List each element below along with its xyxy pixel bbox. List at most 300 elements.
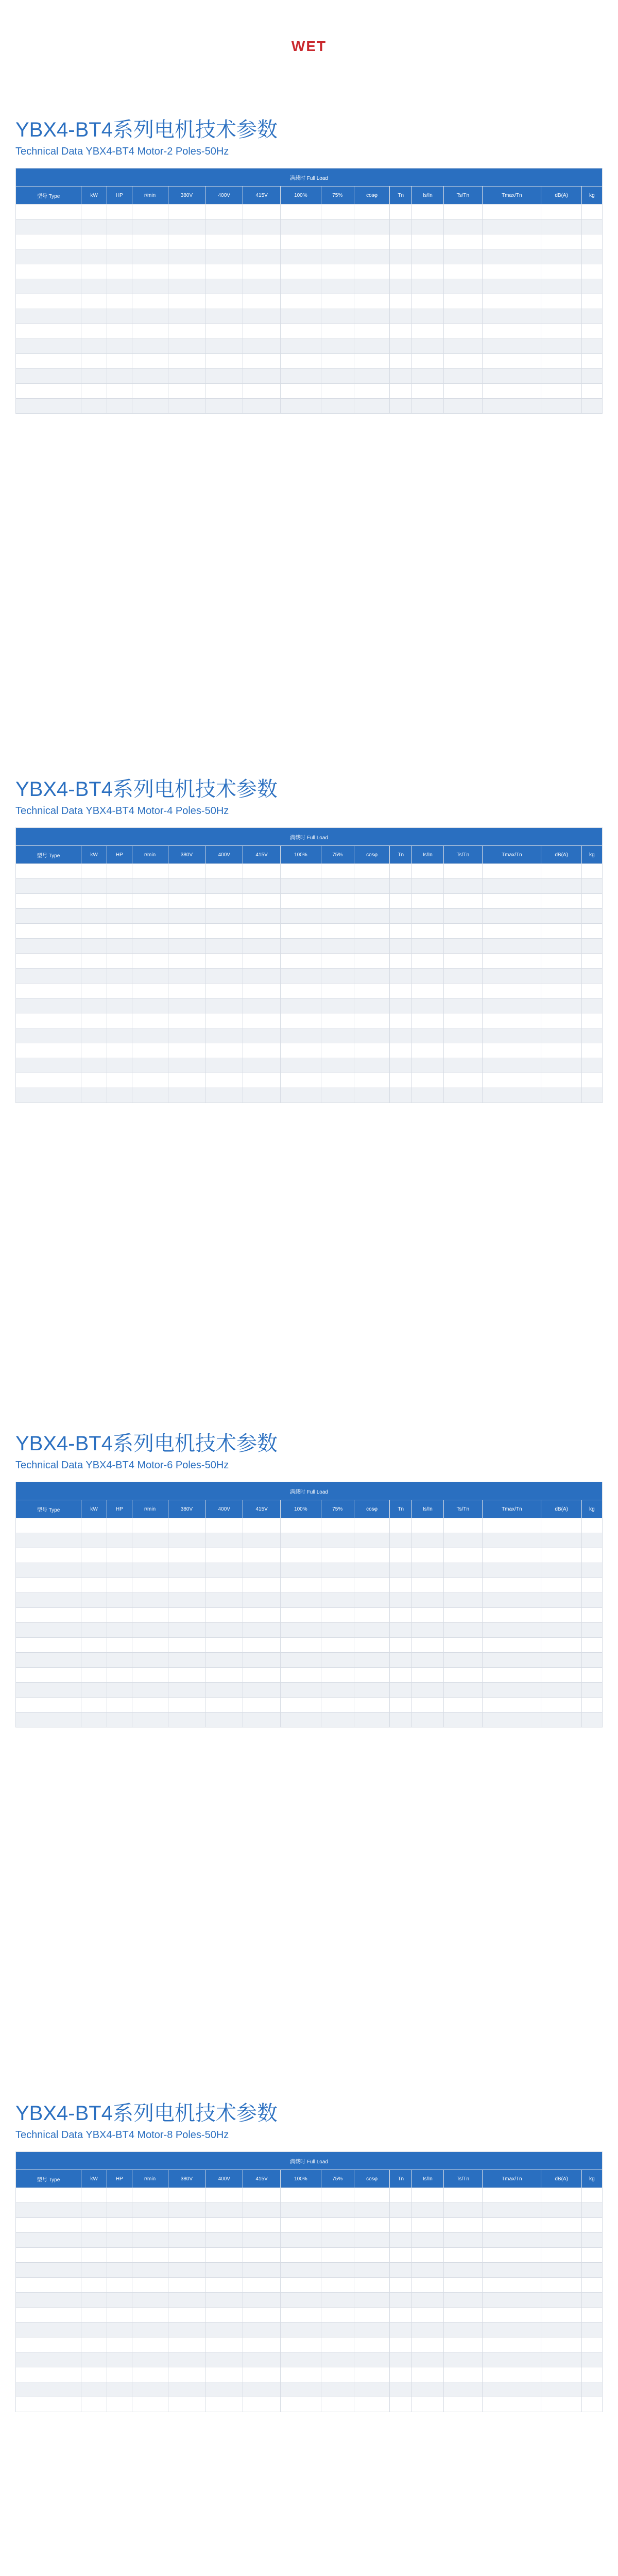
table-cell [443,2188,483,2203]
table-cell [107,939,132,954]
table-cell [205,1578,243,1593]
table-cell [81,1683,107,1698]
table-cell [168,2352,205,2367]
full-load-header: 满载时 Full Load [16,168,603,187]
table-cell [281,1058,321,1073]
table-cell [168,1563,205,1578]
table-cell [483,249,541,264]
table-cell [412,2323,443,2337]
table-cell [412,2308,443,2323]
column-header: cosφ [354,846,389,864]
table-row [16,2308,603,2323]
column-header: cosφ [354,187,389,205]
table-cell [168,354,205,369]
table-cell [321,2263,354,2278]
table-cell [16,894,81,909]
table-cell [281,1043,321,1058]
table-cell [541,2218,582,2233]
table-cell [243,998,281,1013]
table-cell [354,2203,389,2218]
table-cell [81,879,107,894]
table-cell [443,2218,483,2233]
table-cell [81,864,107,879]
table-cell [581,309,602,324]
table-cell [81,309,107,324]
table-cell [390,1563,412,1578]
table-cell [581,2308,602,2323]
table-cell [132,354,168,369]
table-cell [541,1623,582,1638]
table-cell [205,324,243,339]
table-cell [541,399,582,414]
table-cell [541,249,582,264]
table-cell [281,1683,321,1698]
table-row [16,924,603,939]
table-cell [107,1533,132,1548]
table-cell [243,954,281,969]
table-cell [132,2308,168,2323]
table-cell [541,1593,582,1608]
table-cell [205,1638,243,1653]
table-cell [321,939,354,954]
table-cell [541,1638,582,1653]
table-cell [354,894,389,909]
table-cell [243,384,281,399]
table-cell [205,339,243,354]
table-cell [168,2382,205,2397]
table-cell [390,2397,412,2412]
table-cell [281,1668,321,1683]
table-cell [443,2323,483,2337]
table-cell [412,2248,443,2263]
table-cell [354,909,389,924]
table-cell [168,1058,205,1073]
table-cell [107,894,132,909]
table-cell [281,2367,321,2382]
table-cell [281,2278,321,2293]
table-cell [581,1518,602,1533]
table-cell [243,309,281,324]
table-cell [412,1088,443,1103]
table-cell [581,324,602,339]
table-cell [354,309,389,324]
table-cell [321,2367,354,2382]
table-cell [243,2308,281,2323]
table-cell [443,1028,483,1043]
table-cell [541,279,582,294]
table-cell [243,219,281,234]
table-cell [16,1548,81,1563]
table-cell [321,339,354,354]
table-cell [132,2352,168,2367]
table-cell [205,2293,243,2308]
table-cell [281,1088,321,1103]
table-cell [205,864,243,879]
column-header: Tn [390,187,412,205]
table-cell [205,2263,243,2278]
table-cell [243,1638,281,1653]
table-cell [281,1578,321,1593]
table-cell [281,1563,321,1578]
section-title-en: Technical Data YBX4-BT4 Motor-4 Poles-50Hz [15,805,229,817]
table-cell [168,1698,205,1713]
column-header: Ts/Tn [443,1500,483,1518]
table-cell [132,2382,168,2397]
table-cell [281,2233,321,2248]
table-cell [243,969,281,984]
table-cell [205,384,243,399]
table-cell [412,1608,443,1623]
table-cell [168,1073,205,1088]
table-cell [443,309,483,324]
table-cell [81,924,107,939]
table-cell [443,1623,483,1638]
table-cell [581,2382,602,2397]
table-cell [132,1623,168,1638]
table-cell [412,2367,443,2382]
table-cell [321,399,354,414]
table-cell [281,324,321,339]
table-cell [354,1028,389,1043]
table-cell [443,205,483,219]
table-cell [107,249,132,264]
table-cell [281,2263,321,2278]
table-row [16,1088,603,1103]
table-cell [81,1043,107,1058]
table-cell [541,998,582,1013]
table-cell [205,2323,243,2337]
table-cell [321,969,354,984]
table-cell [16,384,81,399]
table-cell [483,279,541,294]
table-cell [354,294,389,309]
section-title-cn: YBX4-BT4系列电机技术参数 [15,2102,278,2125]
table-cell [321,279,354,294]
table-cell [483,1683,541,1698]
table-cell [443,939,483,954]
table-cell [16,2278,81,2293]
table-cell [581,1713,602,1727]
table-cell [483,1653,541,1668]
table-cell [541,234,582,249]
table-cell [581,2278,602,2293]
table-cell [581,294,602,309]
table-cell [321,309,354,324]
table-cell [412,1668,443,1683]
table-cell [321,1578,354,1593]
column-header: Ts/Tn [443,846,483,864]
table-cell [168,2367,205,2382]
table-cell [581,384,602,399]
table-cell [390,2263,412,2278]
table-cell [390,879,412,894]
table-cell [168,1713,205,1727]
table-cell [483,894,541,909]
table-cell [321,1548,354,1563]
table-cell [483,969,541,984]
table-cell [107,234,132,249]
table-cell [205,1548,243,1563]
section-title-en: Technical Data YBX4-BT4 Motor-6 Poles-50Hz [15,1460,229,1471]
table-cell [541,219,582,234]
table-cell [412,219,443,234]
table-row [16,339,603,354]
table-cell [354,1043,389,1058]
table-cell [541,294,582,309]
table-cell [243,1013,281,1028]
table-cell [16,1563,81,1578]
table-cell [107,864,132,879]
table-cell [321,2352,354,2367]
table-cell [354,384,389,399]
table-cell [205,294,243,309]
table-cell [412,998,443,1013]
table-cell [81,2203,107,2218]
table-cell [390,1548,412,1563]
table-cell [107,354,132,369]
column-header: 415V [243,2170,281,2188]
table-cell [168,969,205,984]
table-cell [281,1518,321,1533]
column-header: 75% [321,1500,354,1518]
table-cell [321,2337,354,2352]
table-cell [541,954,582,969]
table-cell [81,279,107,294]
table-cell [107,1638,132,1653]
table-row [16,1698,603,1713]
table-row [16,369,603,384]
table-cell [81,324,107,339]
table-cell [321,1043,354,1058]
table-cell [16,1593,81,1608]
table-cell [390,1043,412,1058]
table-cell [321,1088,354,1103]
table-cell [483,1073,541,1088]
table-cell [16,1653,81,1668]
table-cell [16,369,81,384]
table-cell [412,264,443,279]
spec-table [15,827,603,1103]
table-cell [168,2248,205,2263]
table-cell [390,1088,412,1103]
table-cell [354,984,389,998]
table-cell [412,2203,443,2218]
full-load-header: 满载时 Full Load [16,2152,603,2170]
column-header: 型号 Type [16,846,81,864]
table-cell [321,2293,354,2308]
table-cell [243,1653,281,1668]
table-cell [541,984,582,998]
table-cell [483,1548,541,1563]
table-row [16,279,603,294]
table-cell [16,264,81,279]
table-cell [205,2337,243,2352]
table-cell [541,1578,582,1593]
table-cell [483,234,541,249]
table-cell [483,1668,541,1683]
table-cell [243,2218,281,2233]
table-cell [483,2352,541,2367]
section [0,103,618,414]
table-cell [205,984,243,998]
table-cell [354,1013,389,1028]
column-header: 400V [205,2170,243,2188]
table-cell [132,339,168,354]
table-cell [281,894,321,909]
table-row [16,984,603,998]
table-cell [107,998,132,1013]
table-cell [132,1713,168,1727]
table-cell [581,279,602,294]
table-cell [412,1533,443,1548]
table-cell [243,205,281,219]
table-cell [354,1058,389,1073]
table-cell [205,279,243,294]
table-cell [132,249,168,264]
table-cell [132,2337,168,2352]
table-cell [132,2278,168,2293]
column-header: 75% [321,846,354,864]
table-cell [390,264,412,279]
table-cell [16,2218,81,2233]
table-cell [107,264,132,279]
table-cell [168,399,205,414]
table-cell [81,998,107,1013]
column-header: r/min [132,187,168,205]
section-title-en: Technical Data YBX4-BT4 Motor-2 Poles-50Hz [15,146,229,157]
table-cell [483,2397,541,2412]
table-cell [483,939,541,954]
table-cell [16,2263,81,2278]
table-cell [390,2278,412,2293]
table-cell [321,324,354,339]
table-cell [390,2233,412,2248]
table-cell [132,1058,168,1073]
table-cell [541,369,582,384]
table-row [16,2323,603,2337]
table-cell [81,399,107,414]
table-cell [390,1593,412,1608]
table-row [16,205,603,219]
table-cell [243,2263,281,2278]
table-cell [243,1028,281,1043]
table-cell [354,1698,389,1713]
table-cell [243,1593,281,1608]
table-cell [107,1653,132,1668]
table-cell [281,954,321,969]
table-cell [16,2367,81,2382]
table-cell [541,939,582,954]
table-cell [16,1088,81,1103]
table-cell [81,2367,107,2382]
table-cell [168,939,205,954]
table-cell [443,2293,483,2308]
table-cell [412,864,443,879]
table-cell [541,1668,582,1683]
table-row [16,399,603,414]
table-cell [205,2218,243,2233]
table-cell [132,294,168,309]
table-cell [581,1088,602,1103]
table-cell [107,909,132,924]
table-cell [81,369,107,384]
table-cell [443,2337,483,2352]
table-cell [390,1638,412,1653]
table-cell [243,984,281,998]
table-cell [205,1623,243,1638]
table-cell [541,309,582,324]
table-cell [541,1653,582,1668]
table-cell [354,2278,389,2293]
column-header: Tmax/Tn [483,187,541,205]
table-cell [281,309,321,324]
table-cell [81,2233,107,2248]
table-cell [412,879,443,894]
table-cell [243,1668,281,1683]
table-cell [443,219,483,234]
table-cell [390,309,412,324]
table-cell [443,2263,483,2278]
table-cell [281,264,321,279]
table-cell [354,354,389,369]
table-cell [81,1563,107,1578]
table-cell [541,969,582,984]
table-cell [16,2397,81,2412]
table-cell [16,939,81,954]
table-cell [281,2397,321,2412]
table-row [16,219,603,234]
table-cell [107,1013,132,1028]
table-cell [168,279,205,294]
table-row [16,1073,603,1088]
table-cell [205,1683,243,1698]
column-header: HP [107,846,132,864]
table-cell [354,264,389,279]
table-cell [132,1638,168,1653]
table-cell [443,909,483,924]
table-cell [16,1638,81,1653]
table-cell [281,354,321,369]
table-cell [168,1668,205,1683]
table-cell [483,2233,541,2248]
column-header: Tmax/Tn [483,2170,541,2188]
table-cell [205,1563,243,1578]
table-cell [581,909,602,924]
table-cell [132,1593,168,1608]
table-cell [81,1593,107,1608]
table-cell [205,2397,243,2412]
table-cell [243,1713,281,1727]
table-cell [243,2323,281,2337]
table-cell [541,2293,582,2308]
table-cell [243,234,281,249]
table-cell [243,264,281,279]
table-cell [483,2323,541,2337]
table-cell [281,384,321,399]
table-cell [412,984,443,998]
table-cell [168,324,205,339]
table-cell [541,2278,582,2293]
table-cell [581,1043,602,1058]
table-cell [132,219,168,234]
table-cell [205,205,243,219]
table-cell [281,879,321,894]
table-cell [168,1043,205,1058]
table-cell [581,354,602,369]
table-cell [281,864,321,879]
table-cell [16,1578,81,1593]
table-cell [390,294,412,309]
